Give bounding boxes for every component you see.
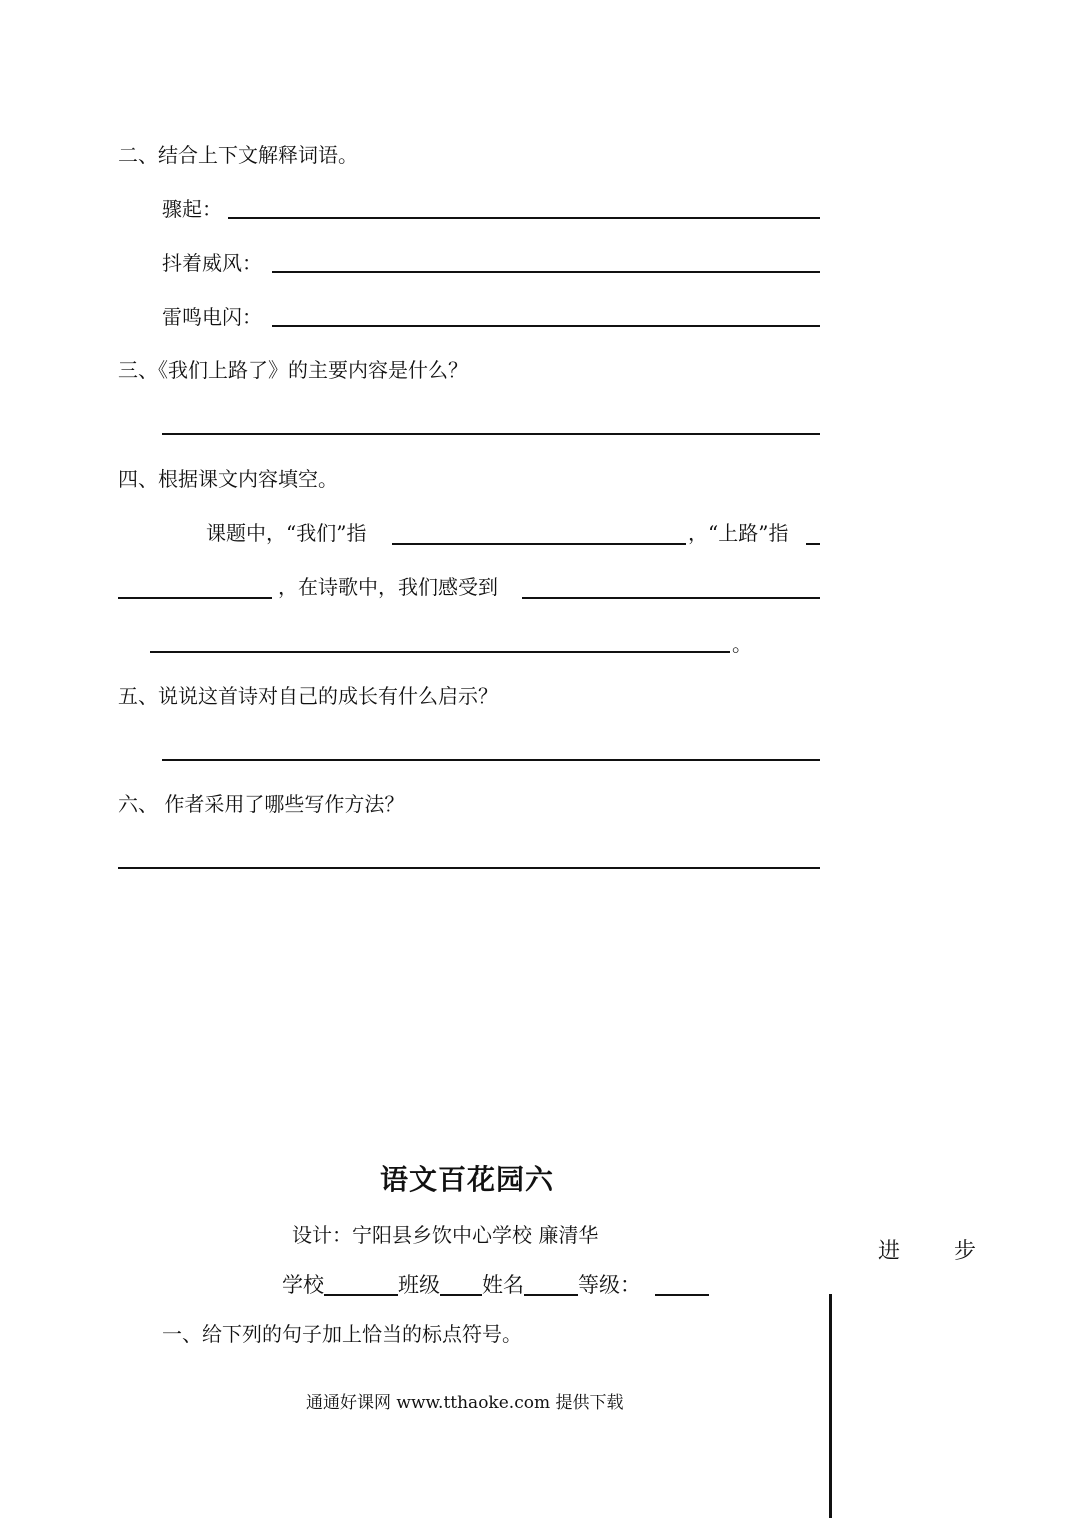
q2-item-label: 抖着威风： xyxy=(162,251,262,275)
class-label: 班级 xyxy=(398,1273,440,1297)
q2-heading: 二、结合上下文解释词语。 xyxy=(118,143,358,167)
grade-field[interactable] xyxy=(655,1272,709,1296)
answer-line[interactable] xyxy=(522,597,820,599)
q4-text-part1: 课题中，“我们”指 xyxy=(206,521,367,545)
answer-line[interactable] xyxy=(228,217,820,219)
q4-heading: 四、根据课文内容填空。 xyxy=(118,467,338,491)
q2-item-label: 雷鸣电闪： xyxy=(162,305,262,329)
name-field[interactable] xyxy=(524,1272,578,1296)
side-char-jin: 进 xyxy=(878,1239,901,1264)
designer-credit: 设计：宁阳县乡饮中心学校 廉清华 xyxy=(292,1223,599,1247)
answer-line[interactable] xyxy=(118,867,820,869)
margin-divider xyxy=(829,1294,832,1518)
side-char-bu: 步 xyxy=(954,1239,977,1264)
answer-line[interactable] xyxy=(392,543,686,545)
q5-heading: 五、说说这首诗对自己的成长有什么启示？ xyxy=(118,684,498,708)
q1-heading: 一、给下列的句子加上恰当的标点符号。 xyxy=(162,1322,522,1346)
school-label: 学校 xyxy=(282,1273,324,1297)
q6-heading: 六、 作者采用了哪些写作方法？ xyxy=(118,792,405,816)
student-info-row xyxy=(282,1272,709,1297)
q3-heading: 三、《我们上路了》的主要内容是什么？ xyxy=(118,358,468,382)
answer-line[interactable] xyxy=(806,543,820,545)
footer-credit: 通通好课网 www.tthaoke.com 提供下载 xyxy=(306,1393,624,1413)
q4-text-part2: ，“上路”指 xyxy=(688,521,789,545)
grade-label: 等级： xyxy=(578,1273,641,1297)
answer-line[interactable] xyxy=(162,759,820,761)
q4-text-part3: ，在诗歌中，我们感受到 xyxy=(278,575,498,599)
q2-item-label: 骤起： xyxy=(162,197,222,221)
answer-line[interactable] xyxy=(162,433,820,435)
answer-line[interactable] xyxy=(118,597,272,599)
name-label: 姓名 xyxy=(482,1273,524,1297)
answer-line[interactable] xyxy=(272,271,820,273)
class-field[interactable] xyxy=(440,1272,482,1296)
answer-line[interactable] xyxy=(150,651,730,653)
answer-line[interactable] xyxy=(272,325,820,327)
q4-end-mark: 。 xyxy=(732,632,752,656)
school-field[interactable] xyxy=(324,1272,398,1296)
section-title: 语文百花园六 xyxy=(380,1163,555,1196)
